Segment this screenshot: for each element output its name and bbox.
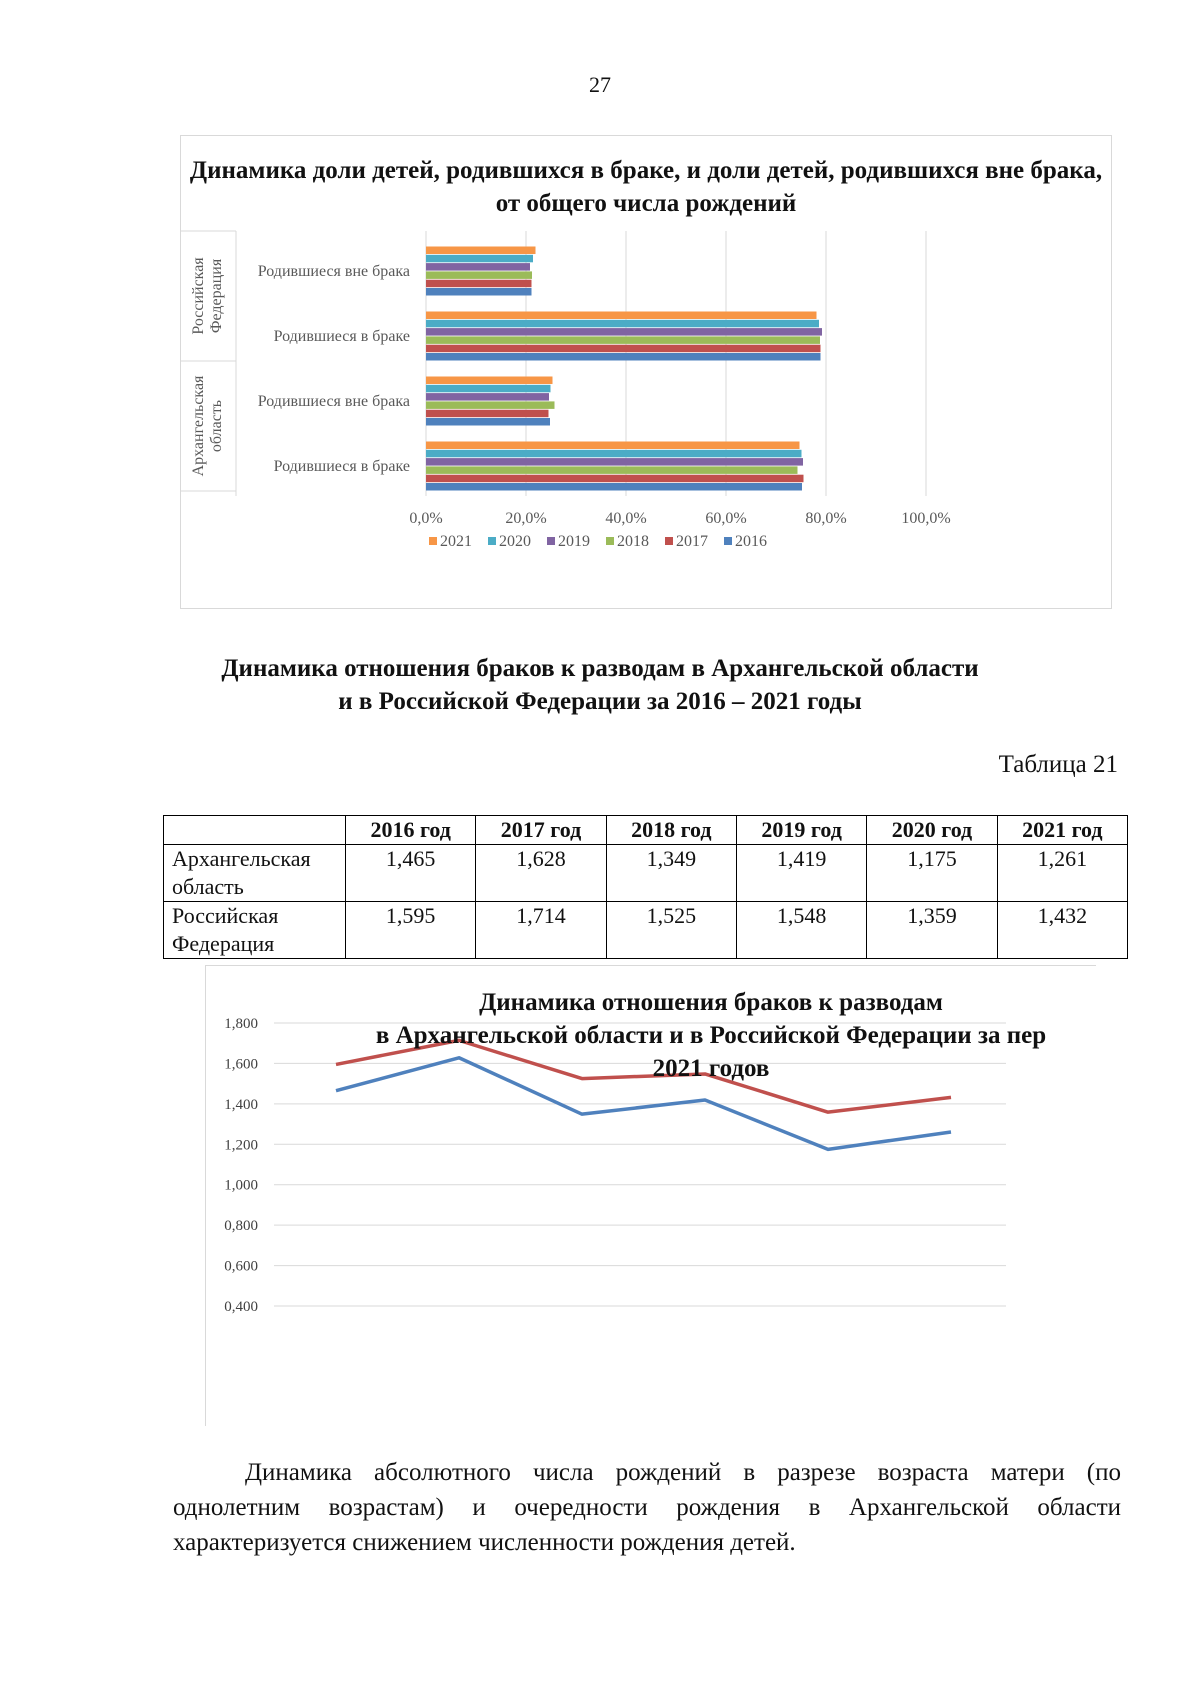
y-tick-label: 1,600 xyxy=(224,1056,258,1073)
group-label: Архангельская xyxy=(190,375,207,477)
bar xyxy=(426,475,804,483)
bar xyxy=(426,255,533,262)
bar xyxy=(426,458,803,466)
y-tick-label: 1,200 xyxy=(224,1137,258,1154)
table-header-cell: 2021 год xyxy=(997,816,1127,845)
section-heading xyxy=(150,652,1050,718)
table-cell: 1,628 xyxy=(476,845,606,902)
legend-label: 2019 xyxy=(558,533,590,550)
body-paragraph xyxy=(173,1455,1121,1560)
x-tick-label: 80,0% xyxy=(805,510,847,527)
chart-title xyxy=(296,986,1096,1085)
table-header-cell: 2017 год xyxy=(476,816,606,845)
bar xyxy=(426,263,530,271)
bar xyxy=(426,410,549,418)
group-label: Российская xyxy=(190,257,207,335)
legend-label: 2017 xyxy=(676,533,708,550)
bar xyxy=(426,442,800,450)
bar xyxy=(426,450,802,458)
table-header-cell: 2019 год xyxy=(736,816,866,845)
bar xyxy=(426,280,532,288)
table-cell: 1,525 xyxy=(606,902,736,959)
table-header-cell: 2016 год xyxy=(346,816,476,845)
bar xyxy=(426,466,798,474)
legend-label: 2016 xyxy=(735,533,767,550)
legend-swatch xyxy=(606,537,614,545)
table-label: Таблица 21 xyxy=(998,751,1118,778)
x-tick-label: 100,0% xyxy=(901,510,951,527)
y-tick-label: 1,800 xyxy=(224,1016,258,1032)
table-cell: 1,432 xyxy=(997,902,1127,959)
legend-swatch xyxy=(665,537,673,545)
category-label: Родившиеся в браке xyxy=(273,328,410,345)
y-tick-label: 1,400 xyxy=(224,1096,258,1113)
table-header-cell xyxy=(164,816,346,845)
category-label: Родившиеся вне брака xyxy=(257,393,410,410)
table-cell: 1,175 xyxy=(867,845,997,902)
group-label: область xyxy=(208,399,225,453)
bar xyxy=(426,271,532,279)
bar xyxy=(426,385,551,393)
row-name: Российская Федерация xyxy=(164,902,346,959)
x-tick-label: 60,0% xyxy=(705,510,747,527)
table-row xyxy=(164,902,1128,959)
chart-title: Динамика доли детей, родившихся в браке, и доли детей, родившихся вне брака, от общего числа рождений xyxy=(189,157,1103,217)
table-cell: 1,595 xyxy=(346,902,476,959)
table-cell: 1,548 xyxy=(736,902,866,959)
bar xyxy=(426,328,822,336)
bar xyxy=(426,353,821,361)
category-label: Родившиеся в браке xyxy=(273,458,410,475)
section-heading-line-2: и в Российской Федерации за 2016 – 2021 годы xyxy=(338,688,862,715)
bar xyxy=(426,401,555,409)
bar xyxy=(426,483,802,491)
page-number: 27 xyxy=(589,72,611,97)
table-cell: 1,419 xyxy=(736,845,866,902)
bar xyxy=(426,312,817,320)
table-row xyxy=(164,845,1128,902)
marriage-divorce-table xyxy=(163,815,1128,959)
chart-title-line: Динамика отношения браков к разводам xyxy=(479,989,943,1016)
y-tick-label: 1,000 xyxy=(224,1177,258,1194)
bar xyxy=(426,336,820,344)
legend-swatch xyxy=(488,537,496,545)
marriage-divorce-chart xyxy=(205,965,1096,1426)
table-cell: 1,714 xyxy=(476,902,606,959)
x-tick-label: 0,0% xyxy=(409,510,443,527)
legend-swatch xyxy=(547,537,555,545)
group-label: Федерация xyxy=(208,258,225,334)
table-cell: 1,465 xyxy=(346,845,476,902)
bar xyxy=(426,320,819,328)
y-tick-label: 0,800 xyxy=(224,1218,258,1235)
table-cell: 1,261 xyxy=(997,845,1127,902)
bar xyxy=(426,247,536,255)
chart-title-line: в Архангельской области и в Российской Федерации за пер xyxy=(375,1022,1047,1049)
chart-title-line: 2021 годов xyxy=(652,1055,770,1082)
x-tick-label: 40,0% xyxy=(605,510,647,527)
section-heading-line-1: Динамика отношения браков к разводам в Архангельской области xyxy=(221,655,979,682)
table-cell: 1,359 xyxy=(867,902,997,959)
legend-label: 2021 xyxy=(440,533,472,550)
bar xyxy=(426,393,549,401)
legend-swatch xyxy=(429,537,437,545)
bar xyxy=(426,288,532,296)
bar xyxy=(426,345,821,353)
table-header-cell: 2020 год xyxy=(867,816,997,845)
paragraph-text: Динамика абсолютного числа рождений в разрезе возраста матери (по однолетним возрастам) и очередности рождения в Архангельской области характеризуется снижением численности рождения детей. xyxy=(173,1459,1121,1556)
category-label: Родившиеся вне брака xyxy=(257,263,410,280)
births-share-chart xyxy=(180,135,1112,609)
legend-swatch xyxy=(724,537,732,545)
row-name: Архангельская область xyxy=(164,845,346,902)
bar xyxy=(426,377,553,385)
table-header-cell: 2018 год xyxy=(606,816,736,845)
table-cell: 1,349 xyxy=(606,845,736,902)
table-header-row xyxy=(164,816,1128,845)
legend-label: 2018 xyxy=(617,533,649,550)
x-tick-label: 20,0% xyxy=(505,510,547,527)
y-tick-label: 0,400 xyxy=(224,1299,258,1315)
y-tick-label: 0,600 xyxy=(224,1258,258,1275)
bar xyxy=(426,418,550,426)
legend-label: 2020 xyxy=(499,533,531,550)
